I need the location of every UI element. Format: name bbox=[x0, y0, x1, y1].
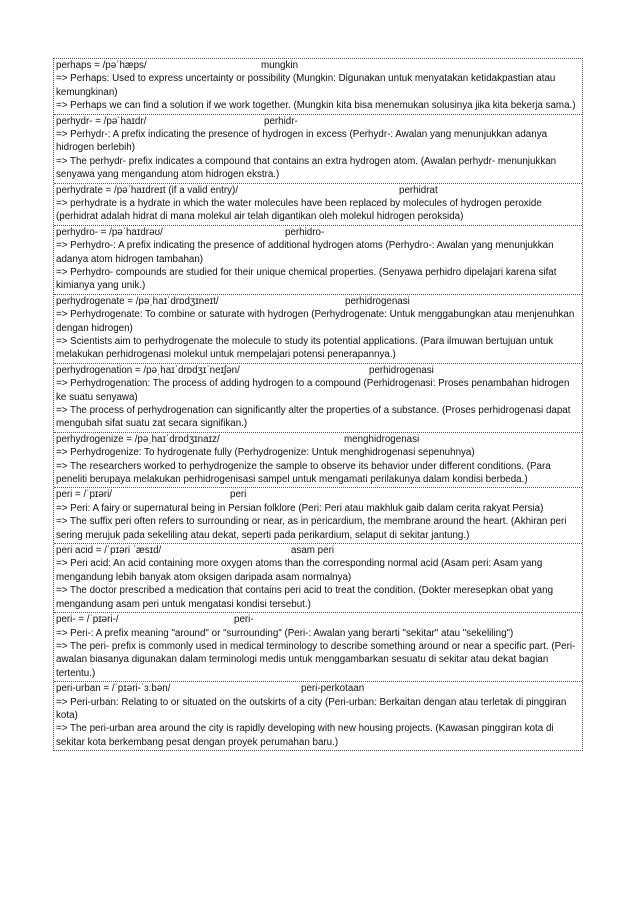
entry-definition: => Perhydrogenate: To combine or saturate with hydrogen (Perhydrogenate: Untuk menggabungkan atau menjenuhkan dengan hidrogen) bbox=[56, 309, 575, 334]
dictionary-entry bbox=[54, 488, 582, 544]
dictionary-entry bbox=[54, 613, 582, 682]
entry-header bbox=[56, 488, 580, 501]
entry-example: => The suffix peri often refers to surrounding or near, as in pericardium, the membrane around the heart. (Akhiran peri sering merujuk pada sekeliling atau dekat, seperti pada perikardium, selaput di sekitar jantung.) bbox=[56, 516, 567, 541]
dictionary-entry bbox=[54, 295, 582, 364]
dictionary-entry bbox=[54, 364, 582, 433]
entry-translation: menghidrogenasi bbox=[344, 433, 420, 445]
entry-header bbox=[56, 433, 580, 446]
entry-translation: mungkin bbox=[261, 60, 299, 71]
entry-translation: asam peri bbox=[291, 545, 335, 557]
entry-translation: perhidro- bbox=[285, 226, 325, 238]
entry-definition: => perhydrate is a hydrate in which the water molecules have been replaced by molecules of hydrogen peroxide (perhidrat adalah hidrat di mana molekul air telah digantikan oleh molekul hidrogen peroksida) bbox=[56, 198, 542, 223]
entry-header bbox=[56, 295, 580, 308]
entry-translation: peri bbox=[230, 489, 247, 501]
entry-definition: => Peri acid: An acid containing more oxygen atoms than the corresponding normal acid (Asam peri: Asam yang mengandung lebih banyak atom oksigen daripada asam normalnya) bbox=[56, 558, 543, 583]
dictionary-entry bbox=[54, 226, 582, 295]
entry-definition: => Perhaps: Used to express uncertainty or possibility (Mungkin: Digunakan untuk menyatakan ketidakpastian atau kemungkinan) bbox=[56, 73, 556, 98]
entry-translation: perhidr- bbox=[264, 115, 298, 127]
entry-term: peri- = /ˈpɪəri-/ bbox=[56, 614, 119, 626]
entry-example: => The process of perhydrogenation can significantly alter the properties of a substance. (Proses perhidrogenasi dapat mengubah sifat suatu zat secara signifikan.) bbox=[56, 405, 571, 430]
entry-header bbox=[56, 544, 580, 557]
entry-term: perhydrogenation = /pəˌhaɪˈdrɒdʒɪˈneɪʃən/ bbox=[56, 364, 240, 376]
entry-definition: => Peri-urban: Relating to or situated on the outskirts of a city (Peri-urban: Berkaitan dengan atau terletak di pinggiran kota) bbox=[56, 696, 567, 721]
dictionary-entry bbox=[54, 184, 582, 226]
entry-definition: => Perhydro-: A prefix indicating the presence of additional hydrogen atoms (Perhydro-: Awalan yang menunjukkan adanya atom hidrogen tambahan) bbox=[56, 240, 554, 265]
entry-header bbox=[56, 59, 580, 72]
entry-translation: peri-perkotaan bbox=[301, 683, 365, 695]
entry-example: => The peri- prefix is commonly used in medical terminology to describe something around or near a specific part. (Peri-awalan biasanya digunakan dalam terminologi medis untuk menggambarkan sesuatu di sekitar atau dekat bagian tertentu.) bbox=[56, 640, 576, 679]
entry-header bbox=[56, 226, 580, 239]
entry-translation: peri- bbox=[234, 614, 254, 626]
entry-definition: => Perhydrogenation: The process of adding hydrogen to a compound (Perhidrogenasi: Proses penambahan hidrogen ke suatu senyawa) bbox=[56, 378, 570, 403]
entry-term: perhydrogenize = /pəˌhaɪˈdrɒdʒɪnaɪz/ bbox=[56, 433, 220, 445]
entry-translation: perhidrogenasi bbox=[345, 295, 410, 307]
entry-term: perhydrate = /pəˈhaɪdreɪt (if a valid entry)/ bbox=[56, 184, 239, 196]
entry-header bbox=[56, 364, 580, 377]
entry-example: => The doctor prescribed a medication that contains peri acid to treat the condition. (Dokter meresepkan obat yang mengandung asam peri untuk mengatasi kondisi tersebut.) bbox=[56, 585, 554, 610]
dictionary-entry bbox=[54, 433, 582, 489]
entry-example: => Perhaps we can find a solution if we work together. (Mungkin kita bisa menemukan solusinya jika kita bekerja sama.) bbox=[56, 100, 576, 112]
dictionary-entry bbox=[54, 682, 582, 750]
entry-definition: => Perhydrogenize: To hydrogenate fully (Perhydrogenize: Untuk menghidrogenasi sepenuhnya) bbox=[56, 447, 475, 459]
entry-term: peri = /ˈpɪəri/ bbox=[56, 489, 113, 501]
entry-term: peri-urban = /ˈpɪəri-ˈɜːbən/ bbox=[56, 683, 171, 695]
entry-header bbox=[56, 613, 580, 626]
entry-term: peri acid = /ˈpɪəri ˈæsɪd/ bbox=[56, 545, 162, 557]
entry-example: => Perhydro- compounds are studied for their unique chemical properties. (Senyawa perhidro dipelajari karena sifat kimianya yang unik.) bbox=[56, 267, 557, 292]
entry-example: => The perhydr- prefix indicates a compound that contains an extra hydrogen atom. (Awalan perhydr- menunjukkan senyawa yang mengandung atom hidrogen ekstra.) bbox=[56, 155, 557, 181]
entry-term: perhydr- = /pəˈhaɪdr/ bbox=[56, 115, 147, 127]
entry-definition: => Peri: A fairy or supernatural being in Persian folklore (Peri: Peri atau makhluk gaib dalam cerita rakyat Persia) bbox=[56, 502, 544, 514]
dictionary-entry bbox=[54, 59, 582, 115]
entry-definition: => Perhydr-: A prefix indicating the presence of hydrogen in excess (Perhydr-: Awalan yang menunjukkan adanya hidrogen berlebih) bbox=[56, 129, 548, 154]
dictionary-entry bbox=[54, 115, 582, 184]
entry-translation: perhidrogenasi bbox=[369, 364, 434, 376]
entry-header bbox=[56, 682, 580, 695]
entry-term: perhaps = /pəˈhæps/ bbox=[56, 60, 147, 71]
entry-definition: => Peri-: A prefix meaning "around" or "surrounding" (Peri-: Awalan yang berarti "sekitar" atau "sekeliling") bbox=[56, 627, 514, 639]
entry-term: perhydro- = /pəˈhaɪdrəʊ/ bbox=[56, 226, 163, 238]
entry-header bbox=[56, 115, 580, 128]
entry-example: => The researchers worked to perhydrogenize the sample to observe its behavior under different conditions. (Para peneliti berupaya melakukan perhidrogenisasi sampel untuk mengamati perilakunya dalam kondisi berbeda.) bbox=[56, 460, 551, 486]
entry-header bbox=[56, 184, 580, 197]
dictionary-entry bbox=[54, 544, 582, 613]
entry-translation: perhidrat bbox=[399, 184, 438, 196]
document-page bbox=[53, 58, 583, 751]
entry-example: => The peri-urban area around the city is rapidly developing with new housing projects. (Kawasan pinggiran kota di sekitar kota berkembang pesat dengan proyek perumahan baru.) bbox=[56, 723, 554, 748]
entry-term: perhydrogenate = /pəˌhaɪˈdrɒdʒɪneɪt/ bbox=[56, 295, 219, 307]
entry-example: => Scientists aim to perhydrogenate the molecule to study its potential applications. (Para ilmuwan bertujuan untuk melakukan perhidrogenasi molekul untuk mempelajari potensi penerapannya.) bbox=[56, 336, 554, 361]
